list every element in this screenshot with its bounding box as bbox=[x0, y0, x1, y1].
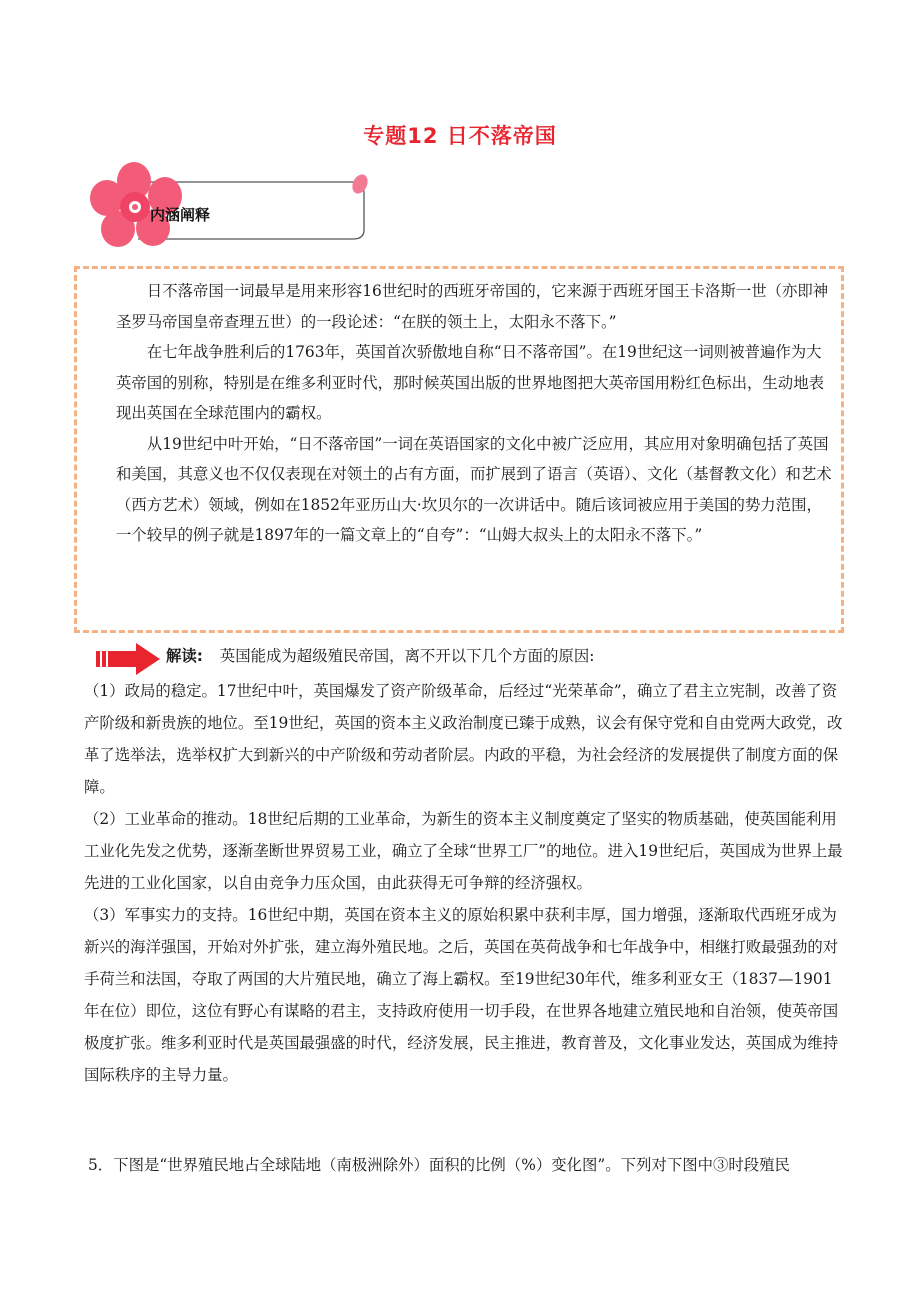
point-1: （1）政局的稳定。17世纪中叶，英国爆发了资产阶级革命，后经过“光荣革命”，确立了君主立宪制，改善了资产阶级和新贵族的地位。至19世纪，英国的资本主义政治制度已臻于成熟，议会有保守党和自由党两大政党，改革了选举法，选举权扩大到新兴的中产阶级和劳动者阶层。内政的平稳，为社会经济的发展提供了制度方面的保障。 bbox=[84, 682, 843, 796]
intro-paragraph-2: 在七年战争胜利后的1763年，英国首次骄傲地自称“日不落帝国”。在19世纪这一词则被普遍作为大英帝国的别称，特别是在维多利亚时代，那时候英国出版的世界地图把大英帝国用粉红色标出，生动地表现出英国在全球范围内的霸权。 bbox=[116, 343, 824, 422]
point-3: （3）军事实力的支持。16世纪中期，英国在资本主义的原始积累中获利丰厚，国力增强，逐渐取代西班牙成为新兴的海洋强国，开始对外扩张，建立海外殖民地。之后，英国在英荷战争和七年战争中，相继打败最强劲的对手荷兰和法国，夺取了两国的大片殖民地，确立了海上霸权。至19世纪30年代，维多利亚女王（1837—1901年在位）即位，这位有野心有谋略的君主，支持政府使用一切手段，在世界各地建立殖民地和自治领，使英帝国极度扩张。维多利亚时代是英国最强盛的时代，经济发展，民主推进，教育普及，文化事业发达，英国成为维持国际秩序的主导力量。 bbox=[84, 906, 839, 1084]
definition-text bbox=[116, 276, 836, 551]
interpretation-points bbox=[84, 675, 844, 1091]
section-label: 内涵阐释 bbox=[150, 206, 211, 224]
interpretation-intro-text: 英国能成为超级殖民帝国，离不开以下几个方面的原因: bbox=[219, 647, 595, 665]
question-5: 5．下图是“世界殖民地占全球陆地（南极洲除外）面积的比例（%）变化图”。下列对下图中③时段殖民 bbox=[88, 1156, 790, 1174]
flower-icon bbox=[88, 160, 378, 250]
intro-paragraph-3: 从19世纪中叶开始，“日不落帝国”一词在英语国家的文化中被广泛应用，其应用对象明确包括了英国和美国，其意义也不仅仅表现在对领土的占有方面，而扩展到了语言（英语）、文化（基督教文化）和艺术（西方艺术）领域，例如在1852年亚历山大·坎贝尔的一次讲话中。随后该词被应用于美国的势力范围，一个较早的例子就是1897年的一篇文章上的“自夸”：“山姆大叔头上的太阳永不落下。” bbox=[116, 434, 832, 544]
red-arrow-icon bbox=[96, 641, 162, 677]
intro-paragraph-1: 日不落帝国一词最早是用来形容16世纪时的西班牙帝国的，它来源于西班牙国王卡洛斯一世（亦即神圣罗马帝国皇帝查理五世）的一段论述：“在朕的领土上，太阳永不落下。” bbox=[116, 282, 829, 331]
section-badge bbox=[88, 160, 378, 250]
point-2: （2）工业革命的推动。18世纪后期的工业革命，为新生的资本主义制度奠定了坚实的物质基础，使英国能利用工业化先发之优势，逐渐垄断世界贸易工业，确立了全球“世界工厂”的地位。进入19世纪后，英国成为世界上最先进的工业化国家，以自由竞争力压众国，由此获得无可争辩的经济强权。 bbox=[84, 810, 843, 892]
page-title: 专题12 日不落帝国 bbox=[363, 124, 557, 148]
interpretation-intro bbox=[166, 644, 594, 666]
interpretation-tag: 解读: bbox=[166, 647, 203, 665]
